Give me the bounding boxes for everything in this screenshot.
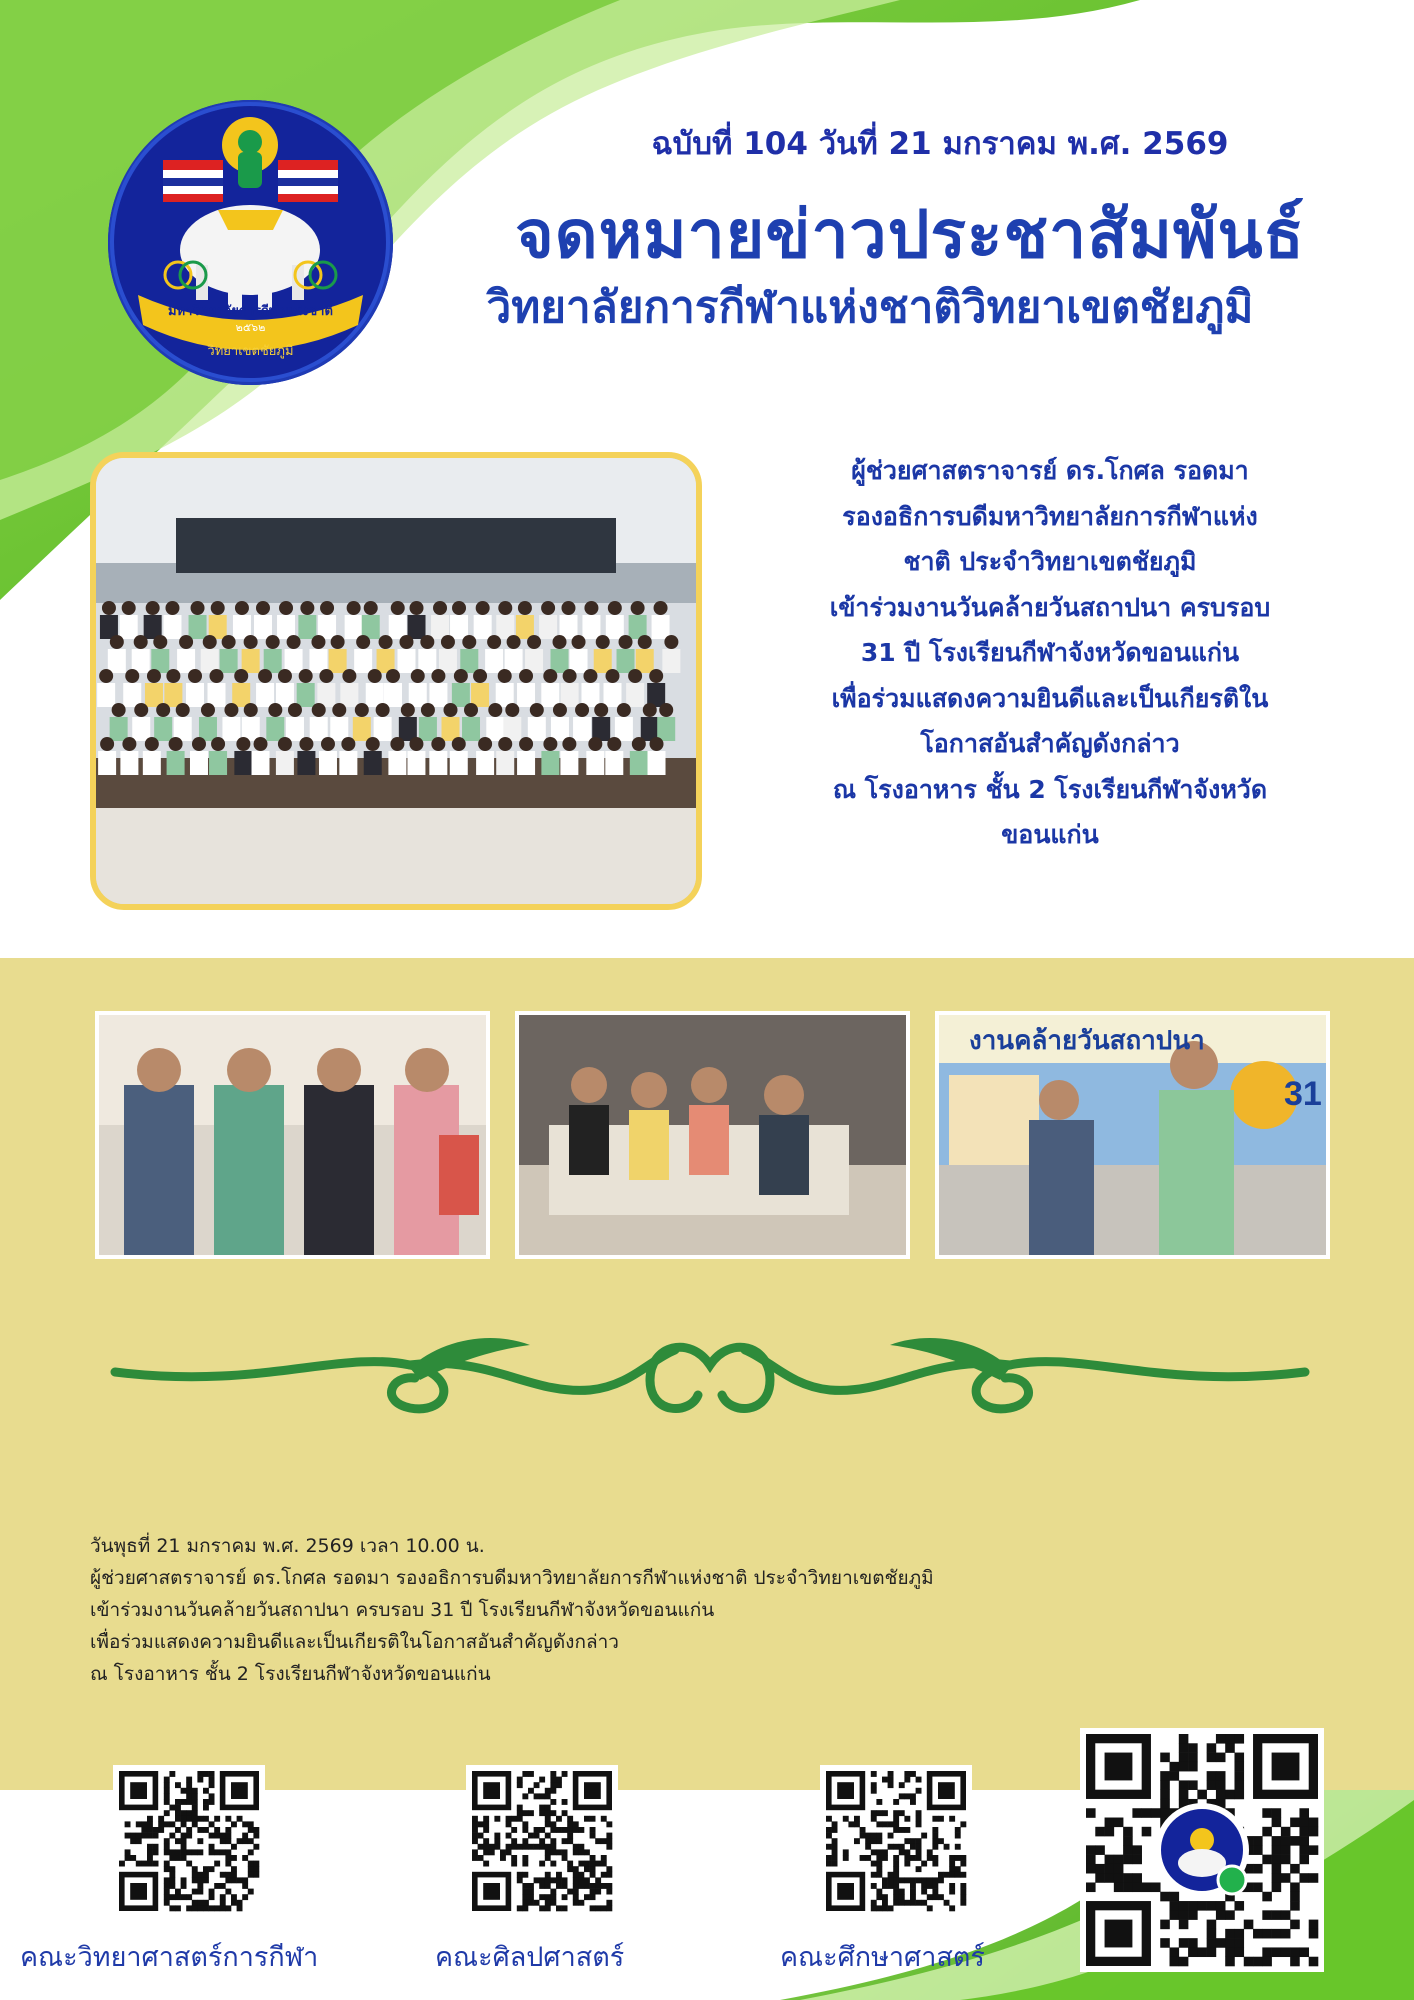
lead-line: รองอธิการบดีมหาวิทยาลัยการกีฬาแห่ง	[842, 501, 1258, 531]
qr-sport-science[interactable]	[113, 1765, 265, 1917]
qr-code-icon	[820, 1765, 972, 1917]
page-title: จดหมายข่าวประชาสัมพันธ์	[515, 196, 1305, 273]
qr-code-icon	[466, 1765, 618, 1917]
body-line: วันพุธที่ 21 มกราคม พ.ศ. 2569 เวลา 10.00 น.	[90, 1535, 485, 1557]
university-logo	[108, 100, 393, 385]
lead-line: ณ โรงอาหาร ชั้น 2 โรงเรียนกีฬาจังหวัด	[832, 774, 1268, 804]
qr-label-liberal-arts: คณะศิลปศาสตร์	[435, 1942, 625, 1973]
qr-label-sport-science: คณะวิทยาศาสตร์การกีฬา	[20, 1942, 319, 1973]
body-text	[90, 1530, 1090, 1690]
lead-line: ผู้ช่วยศาสตราจารย์ ดร.โกศล รอดมา	[851, 456, 1249, 485]
qr-education[interactable]	[820, 1765, 972, 1917]
qr-label-education: คณะศึกษาศาสตร์	[780, 1942, 985, 1973]
logo-campus: วิทยาเขตชัยภูมิ	[207, 344, 294, 359]
photo-seated	[515, 1011, 910, 1259]
lead-line: โอกาสอันสำคัญดังกล่าว	[920, 729, 1180, 758]
lead-line: เพื่อร่วมแสดงความยินดีและเป็นเกียรติใน	[831, 683, 1269, 713]
qr-code-icon	[113, 1765, 265, 1917]
lead-line: เข้าร่วมงานวันคล้ายวันสถาปนา ครบรอบ	[829, 592, 1271, 622]
seated-photo-image	[519, 1015, 906, 1255]
body-line: เพื่อร่วมแสดงความยินดีและเป็นเกียรติในโอกาสอันสำคัญดังกล่าว	[90, 1631, 619, 1653]
page-subtitle: วิทยาลัยการกีฬาแห่งชาติวิทยาเขตชัยภูมิ	[486, 282, 1254, 333]
photo-handshake	[935, 1011, 1330, 1259]
lead-line: ชาติ ประจำวิทยาเขตชัยภูมิ	[903, 547, 1197, 576]
logo-year: ๒๕๖๒	[235, 321, 266, 334]
lead-line: ขอนแก่น	[1001, 820, 1099, 849]
lead-description	[745, 448, 1355, 858]
body-line: ผู้ช่วยศาสตราจารย์ ดร.โกศล รอดมา รองอธิการบดีมหาวิทยาลัยการกีฬาแห่งชาติ ประจำวิทยาเขตชัยภูมิ	[90, 1567, 934, 1589]
line-logo-icon	[1080, 1728, 1324, 1972]
handshake-photo-image	[939, 1015, 1326, 1255]
photo-prayer	[95, 1011, 490, 1259]
qr-liberal-arts[interactable]	[466, 1765, 618, 1917]
photo3-banner-text: งานคล้ายวันสถาปนา	[969, 1025, 1205, 1055]
body-line: เข้าร่วมงานวันคล้ายวันสถาปนา ครบรอบ 31 ปี โรงเรียนกีฬาจังหวัดขอนแก่น	[90, 1599, 715, 1621]
ornament-divider	[110, 1320, 1310, 1440]
logo-caption: มหาวิทยาลัยการกีฬาแห่งชาติ	[168, 304, 333, 319]
qr-campus-line[interactable]	[1080, 1728, 1324, 1972]
prayer-photo-image	[99, 1015, 486, 1255]
lead-line: 31 ปี โรงเรียนกีฬาจังหวัดขอนแก่น	[860, 638, 1240, 667]
group-photo	[90, 452, 702, 910]
group-photo-image	[96, 458, 696, 904]
issue-line: ฉบับที่ 104 วันที่ 21 มกราคม พ.ศ. 2569	[651, 126, 1229, 162]
photo3-banner-number: 31	[1284, 1075, 1322, 1113]
body-line: ณ โรงอาหาร ชั้น 2 โรงเรียนกีฬาจังหวัดขอนแก่น	[90, 1663, 491, 1685]
